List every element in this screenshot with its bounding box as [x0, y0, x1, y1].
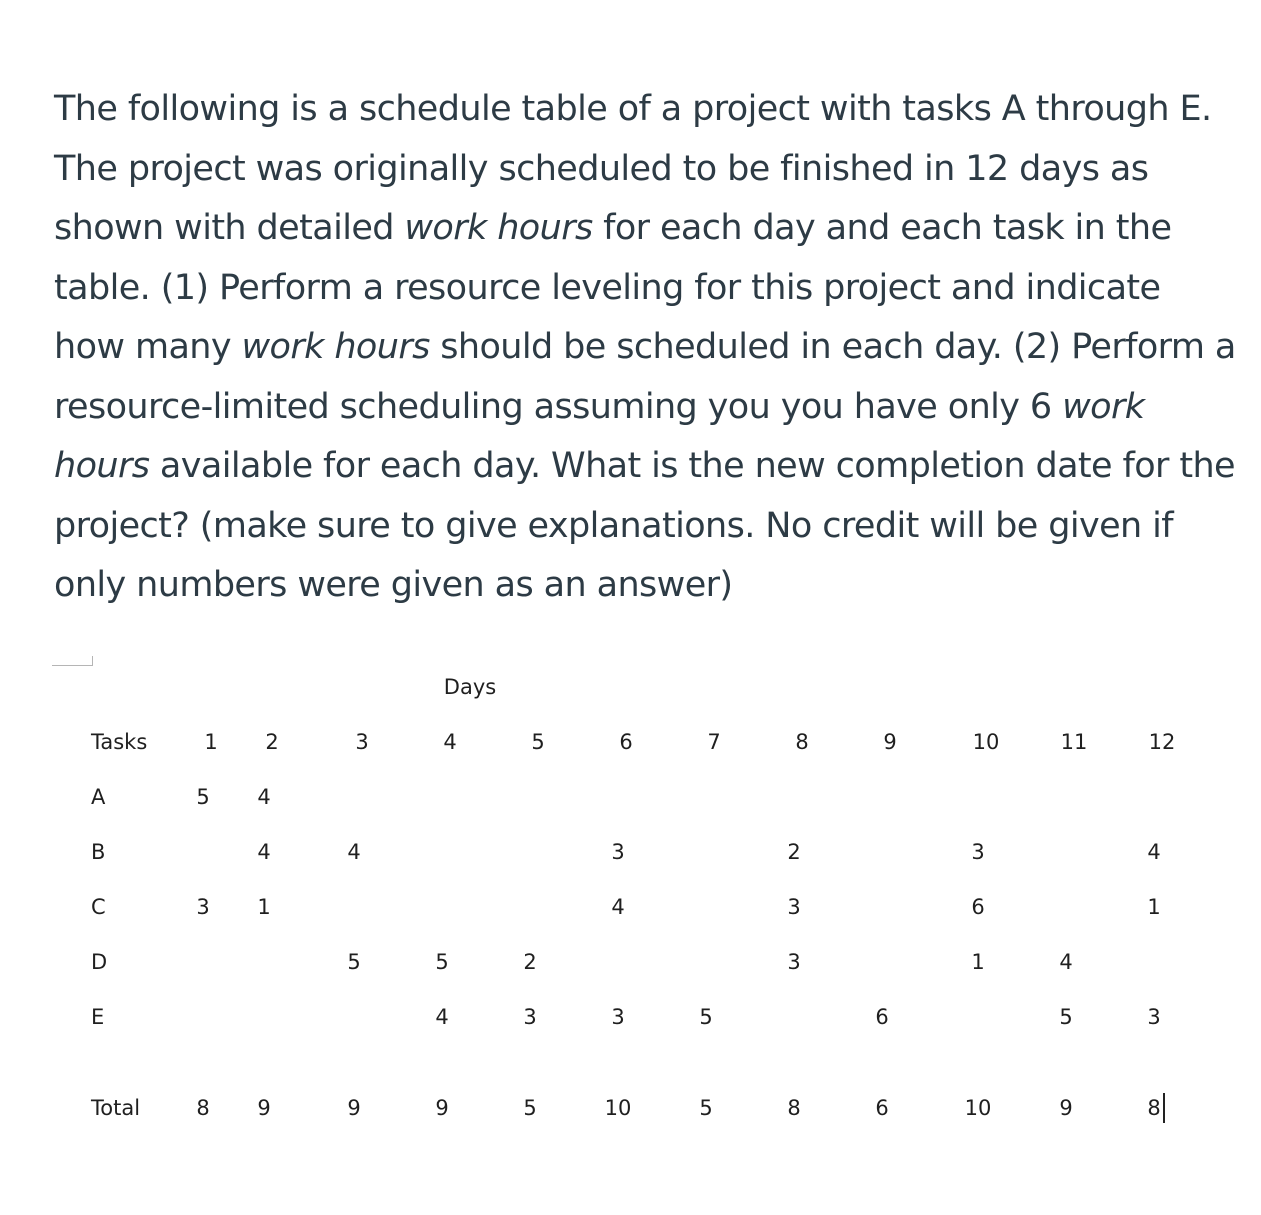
total-cell: 8: [196, 1096, 210, 1120]
hours-cell: 3: [787, 895, 801, 919]
total-label: Total: [91, 1096, 141, 1120]
work-hours-emphasis: work hours: [404, 208, 593, 248]
hours-cell: 2: [523, 950, 537, 974]
total-cell: 9: [347, 1096, 361, 1120]
hours-cell: 1: [257, 895, 271, 919]
day-header: 1: [204, 730, 218, 754]
hours-cell: 3: [611, 840, 625, 864]
total-cell: 5: [523, 1096, 537, 1120]
hours-cell: 4: [257, 785, 271, 809]
total-cell: 9: [257, 1096, 271, 1120]
question-part-2: for each day and each task in the table. (1) Perform a resource leveling for this project and indicate how many: [54, 208, 1172, 367]
day-header: 2: [265, 730, 279, 754]
total-cell: 5: [699, 1096, 713, 1120]
task-label: A: [91, 785, 106, 809]
day-header: 12: [1148, 730, 1176, 754]
task-label: D: [91, 950, 108, 974]
hours-cell: 1: [971, 950, 985, 974]
hours-cell: 3: [611, 1005, 625, 1029]
hours-cell: 5: [699, 1005, 713, 1029]
day-header: 9: [883, 730, 897, 754]
day-header: 3: [355, 730, 369, 754]
days-label: Days: [443, 675, 497, 699]
total-cell: 8: [1147, 1096, 1161, 1120]
total-cell: 9: [1059, 1096, 1073, 1120]
total-cell: 6: [875, 1096, 889, 1120]
hours-cell: 5: [196, 785, 210, 809]
day-header: 8: [795, 730, 809, 754]
hours-cell: 3: [196, 895, 210, 919]
hours-cell: 3: [787, 950, 801, 974]
question-part-1: The following is a schedule table of a project with tasks A through E. The project was originally scheduled to be finished in 12 days as shown with detailed: [54, 89, 1212, 248]
work-hours-emphasis: work hours: [54, 386, 1145, 486]
task-label: E: [91, 1005, 105, 1029]
hours-cell: 6: [971, 895, 985, 919]
hours-cell: 4: [611, 895, 625, 919]
hours-cell: 4: [1147, 840, 1161, 864]
hours-cell: 4: [347, 840, 361, 864]
tasks-label: Tasks: [91, 730, 148, 754]
hours-cell: 5: [435, 950, 449, 974]
day-header: 10: [972, 730, 1000, 754]
day-header: 11: [1060, 730, 1088, 754]
hours-cell: 6: [875, 1005, 889, 1029]
question-part-3: should be scheduled in each day. (2) Perform a resource-limited scheduling assuming you you have only 6: [54, 327, 1236, 427]
task-label: B: [91, 840, 106, 864]
day-header: 5: [531, 730, 545, 754]
day-header: 6: [619, 730, 633, 754]
hours-cell: 5: [347, 950, 361, 974]
total-cell: 10: [604, 1096, 632, 1120]
hours-cell: 5: [1059, 1005, 1073, 1029]
hours-cell: 3: [971, 840, 985, 864]
hours-cell: 4: [257, 840, 271, 864]
total-cell: 10: [964, 1096, 992, 1120]
hours-cell: 3: [1147, 1005, 1161, 1029]
work-hours-emphasis: work hours: [241, 327, 430, 367]
hours-cell: 4: [1059, 950, 1073, 974]
hours-cell: 1: [1147, 895, 1161, 919]
text-cursor: [1163, 1093, 1165, 1123]
day-header: 7: [707, 730, 721, 754]
day-header: 4: [443, 730, 457, 754]
hours-cell: 3: [523, 1005, 537, 1029]
task-label: C: [91, 895, 106, 919]
hours-cell: 2: [787, 840, 801, 864]
total-cell: 8: [787, 1096, 801, 1120]
question-part-4: available for each day. What is the new completion date for the project? (make sure to give explanations. No credit will be given if only numbers were given as an answer): [54, 446, 1235, 605]
hours-cell: 4: [435, 1005, 449, 1029]
total-cell: 9: [435, 1096, 449, 1120]
